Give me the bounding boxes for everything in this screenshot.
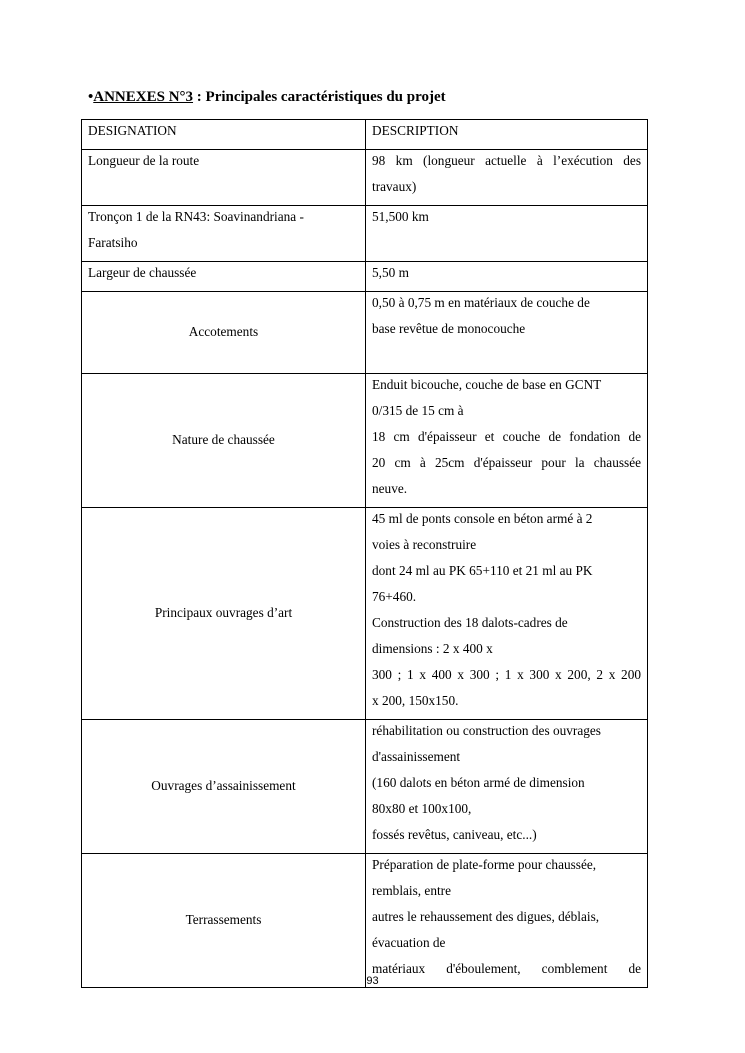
description-line: d'assainissement <box>372 749 461 764</box>
description-line: dimensions : 2 x 400 x <box>372 641 493 656</box>
table-row <box>82 374 648 508</box>
table-row <box>82 262 648 292</box>
designation-line: Nature de chaussée <box>172 432 275 447</box>
table-row <box>82 206 648 262</box>
designation-line: Longueur de la route <box>88 153 200 168</box>
header-description: DESCRIPTION <box>372 123 459 138</box>
description-line: voies à reconstruire <box>372 537 477 552</box>
annex-heading <box>88 89 446 106</box>
designation-line: Terrassements <box>185 912 262 927</box>
description-blank-line <box>372 345 641 371</box>
description-line: autres le rehaussement des digues, déblais, <box>372 909 600 924</box>
description-line: remblais, entre <box>372 883 452 898</box>
designation-cell <box>82 720 366 854</box>
designation-line: Ouvrages d’assainissement <box>151 778 296 793</box>
designation-cell <box>82 262 366 292</box>
description-line: Enduit bicouche, couche de base en GCNT <box>372 377 602 392</box>
description-line: base revêtue de monocouche <box>372 321 526 336</box>
description-line: 0,50 à 0,75 m en matériaux de couche de <box>372 295 590 310</box>
description-line: Construction des 18 dalots-cadres de <box>372 615 568 630</box>
designation-cell <box>82 854 366 988</box>
description-line: fossés revêtus, caniveau, etc...) <box>372 827 537 842</box>
table-row <box>82 150 648 206</box>
description-line: 20 cm à 25cm d'épaisseur pour la chaussée <box>372 455 641 470</box>
description-line: 51,500 km <box>372 209 429 224</box>
characteristics-table <box>81 119 648 988</box>
description-line: x 200, 150x150. <box>372 693 459 708</box>
header-cell-designation <box>82 120 366 150</box>
description-line: réhabilitation ou construction des ouvrages <box>372 723 601 738</box>
description-cell <box>366 508 648 720</box>
description-line: 5,50 m <box>372 265 409 280</box>
description-line: évacuation de <box>372 935 446 950</box>
description-cell <box>366 720 648 854</box>
designation-cell <box>82 150 366 206</box>
description-line: 18 cm d'épaisseur et couche de fondation de <box>372 429 641 444</box>
designation-cell <box>82 292 366 374</box>
annex-title: : Principales caractéristiques du projet <box>193 89 446 105</box>
table-row <box>82 292 648 374</box>
description-line: 300 ; 1 x 400 x 300 ; 1 x 300 x 200, 2 x 200 <box>372 667 641 682</box>
designation-line: Faratsiho <box>88 235 138 250</box>
description-cell <box>366 374 648 508</box>
description-line: 80x80 et 100x100, <box>372 801 472 816</box>
description-cell <box>366 206 648 262</box>
description-line: neuve. <box>372 481 408 496</box>
description-line: matériaux d'éboulement, comblement de <box>372 961 641 976</box>
table-row <box>82 854 648 988</box>
table-row <box>82 720 648 854</box>
header-designation: DESIGNATION <box>88 123 177 138</box>
designation-line: Accotements <box>188 324 259 339</box>
table-row <box>82 508 648 720</box>
description-line: Préparation de plate-forme pour chaussée, <box>372 857 597 872</box>
description-cell <box>366 854 648 988</box>
designation-cell <box>82 374 366 508</box>
description-line: 98 km (longueur actuelle à l’exécution des <box>372 153 641 168</box>
description-line: 0/315 de 15 cm à <box>372 403 464 418</box>
designation-cell <box>82 206 366 262</box>
description-line: (160 dalots en béton armé de dimension <box>372 775 585 790</box>
designation-cell <box>82 508 366 720</box>
description-line: 45 ml de ponts console en béton armé à 2 <box>372 511 593 526</box>
description-line: 76+460. <box>372 589 417 604</box>
description-cell <box>366 292 648 374</box>
description-line: dont 24 ml au PK 65+110 et 21 ml au PK <box>372 563 593 578</box>
description-cell <box>366 150 648 206</box>
designation-line: Principaux ouvrages d’art <box>154 605 293 620</box>
annex-number: ANNEXES N°3 <box>93 89 194 105</box>
description-line: travaux) <box>372 179 417 194</box>
description-cell <box>366 262 648 292</box>
designation-line: Largeur de chaussée <box>88 265 197 280</box>
bullet-glyph: • <box>88 89 94 105</box>
designation-line: Tronçon 1 de la RN43: Soavinandriana - <box>88 209 304 224</box>
table-header-row <box>82 120 648 150</box>
header-cell-description <box>366 120 648 150</box>
page-number: 93 <box>366 975 379 987</box>
